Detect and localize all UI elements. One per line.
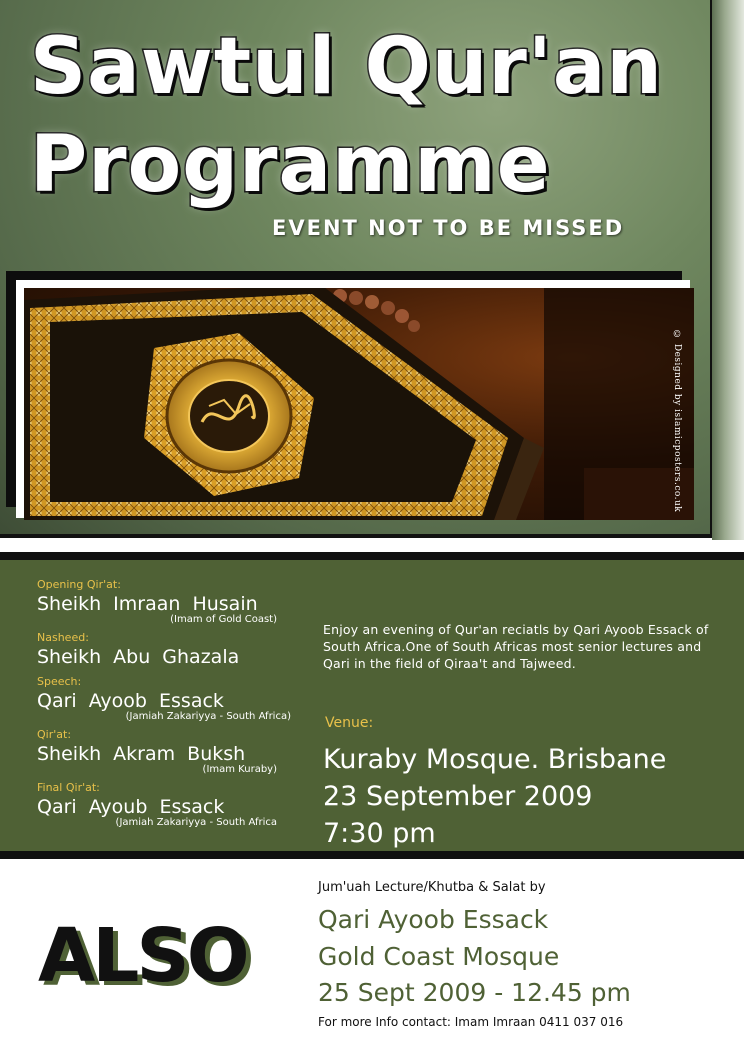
- venue-date: 23 September 2009: [323, 781, 593, 812]
- also-datetime: 25 Sept 2009 - 12.45 pm: [318, 978, 631, 1007]
- lineup-speaker: Sheikh Imraan Husain: [37, 593, 258, 615]
- lineup-role: Final Qir'at:: [37, 781, 100, 794]
- lineup-role: Opening Qir'at:: [37, 578, 121, 591]
- lineup-affiliation: (Jamiah Zakariyya - South Africa): [125, 711, 291, 722]
- also-intro: Jum'uah Lecture/Khutba & Salat by: [318, 880, 546, 895]
- lineup-affiliation: (Imam of Gold Coast): [170, 614, 277, 625]
- lineup-speaker: Sheikh Akram Buksh: [37, 743, 246, 765]
- also-speaker: Qari Ayoob Essack: [318, 905, 549, 934]
- quran-photo: [24, 288, 694, 520]
- lineup-speaker: Sheikh Abu Ghazala: [37, 646, 240, 668]
- also-section: [0, 859, 744, 1052]
- title-line-1: Sawtul Qur'an: [30, 22, 663, 112]
- venue-time: 7:30 pm: [323, 818, 436, 849]
- quran-book-illustration: [24, 288, 694, 520]
- event-description: Enjoy an evening of Qur'an reciatls by Qari Ayoob Essack of South Africa.One of South Africas most senior lectures and Qari in the field of Qiraa't and Tajweed.: [323, 622, 709, 671]
- programme-panel: [0, 552, 744, 859]
- venue-place: Kuraby Mosque. Brisbane: [323, 744, 667, 775]
- photo-credit: © Designed by islamicposters.co.uk: [672, 330, 682, 513]
- lineup-speaker: Qari Ayoub Essack: [37, 796, 225, 818]
- header-edge-fade: [712, 0, 744, 540]
- lineup-role: Speech:: [37, 675, 82, 688]
- lineup-speaker: Qari Ayoob Essack: [37, 690, 224, 712]
- also-heading: ALSO: [38, 913, 247, 999]
- lineup-affiliation: (Imam Kuraby): [202, 764, 277, 775]
- lineup-role: Nasheed:: [37, 631, 89, 644]
- tagline: EVENT NOT TO BE MISSED: [272, 216, 625, 240]
- lineup-affiliation: (Jamiah Zakariyya - South Africa: [115, 817, 277, 828]
- contact-info: For more Info contact: Imam Imraan 0411 037 016: [318, 1015, 624, 1029]
- also-place: Gold Coast Mosque: [318, 942, 560, 971]
- title-line-2: Programme: [30, 120, 551, 210]
- venue-label: Venue:: [325, 715, 374, 731]
- lineup: [37, 578, 291, 834]
- lineup-role: Qir'at:: [37, 728, 72, 741]
